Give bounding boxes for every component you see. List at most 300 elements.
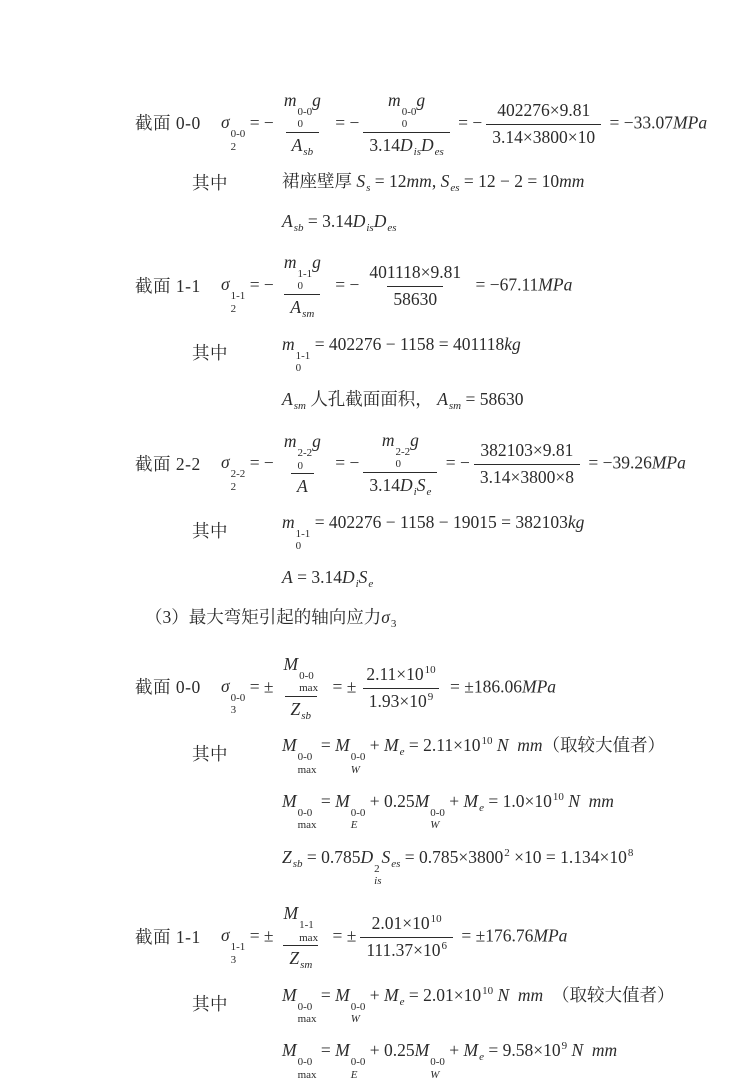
- math-subscript: sm: [293, 400, 306, 413]
- math-superscript: 10: [424, 663, 436, 676]
- math-subscript: E: [350, 819, 358, 832]
- math-roman-text: = 402276 − 1158 = 401118: [310, 333, 505, 354]
- math-superscript: 2: [374, 862, 380, 875]
- math-scripts: [351, 1056, 366, 1081]
- math-var: [406, 664, 436, 684]
- math-roman-text: 2.11×: [366, 663, 407, 684]
- math-var-base: σ: [221, 452, 230, 473]
- math-fraction: [278, 652, 325, 724]
- math-scripts: [297, 106, 312, 131]
- math-var: [534, 791, 564, 811]
- math-var-base: D: [341, 567, 355, 588]
- math-roman-text: = −39.26: [583, 452, 652, 473]
- math-roman-text: 2.01×: [371, 913, 413, 934]
- formula-content: [221, 250, 572, 322]
- formula-content: [282, 333, 521, 375]
- math-roman-text: = 2.01×: [404, 984, 464, 1005]
- math-subscript: sb: [303, 145, 314, 158]
- formula-content: [221, 88, 707, 160]
- math-var: [388, 90, 417, 131]
- math-var: [283, 903, 319, 944]
- math-var-base: 10: [609, 846, 627, 867]
- fraction-denominator: [387, 286, 443, 313]
- math-roman-text: = ±: [245, 676, 274, 697]
- math-roman-text: + 0.25: [365, 1040, 415, 1061]
- math-var-base: M: [414, 1040, 430, 1061]
- math-subscript: W: [350, 763, 360, 776]
- math-var-base: σ: [381, 607, 390, 628]
- math-var: [282, 211, 304, 235]
- math-superscript: 2: [504, 846, 510, 859]
- math-var-base: 10: [463, 984, 482, 1005]
- math-var-base: S: [358, 567, 368, 588]
- math-superscript: 0-0: [297, 806, 313, 819]
- math-var-base: M: [282, 735, 297, 756]
- formula-content: [282, 846, 633, 888]
- math-var-base: m: [282, 511, 295, 532]
- math-var: [221, 112, 246, 153]
- math-superscript: 8: [627, 846, 634, 859]
- math-var-base: D: [360, 846, 374, 867]
- math-superscript: 0-0: [297, 1056, 313, 1069]
- math-var: [221, 925, 246, 966]
- math-subscript: s: [366, 182, 371, 195]
- math-subscript: e: [399, 746, 405, 759]
- math-superscript: 1-1: [295, 527, 311, 540]
- math-var-base: S: [381, 846, 391, 867]
- formula-content: [221, 428, 686, 500]
- math-var: [400, 474, 417, 498]
- math-roman-text: +: [444, 790, 464, 811]
- where-label: 其中: [192, 744, 228, 765]
- math-var-base: m: [283, 431, 297, 452]
- math-superscript: 10: [481, 735, 493, 748]
- fraction-denominator: [285, 696, 318, 725]
- formula-line-13: [282, 790, 756, 832]
- math-superscript: 6: [441, 939, 448, 952]
- math-roman-text: = 3.14: [303, 211, 353, 232]
- formula-line-10: [145, 606, 756, 632]
- math-var-base: A: [291, 134, 303, 155]
- math-var-base: σ: [221, 676, 230, 697]
- math-roman-text: = −: [330, 274, 360, 295]
- math-subscript: is: [374, 874, 382, 887]
- math-fraction: [278, 429, 327, 499]
- math-var-base: S: [440, 171, 450, 192]
- fraction-numerator: [278, 901, 325, 945]
- math-var-base: M: [463, 1040, 479, 1061]
- math-roman-text: [543, 985, 552, 1005]
- math-scripts: [351, 807, 366, 832]
- math-roman-text: =: [316, 735, 336, 756]
- calculation-lines-container: [0, 88, 756, 1081]
- math-superscript: 0-0: [297, 106, 313, 118]
- math-fraction: [363, 88, 449, 160]
- formula-line-11: [135, 652, 756, 724]
- math-var-base: M: [335, 984, 350, 1005]
- math-var-base: M: [384, 735, 399, 756]
- math-roman-text: = 0.785: [302, 846, 361, 867]
- math-var-base: M: [414, 790, 430, 811]
- fraction-numerator: [278, 88, 327, 132]
- math-fraction: [278, 88, 327, 160]
- math-roman-text: =: [316, 984, 336, 1005]
- fraction-denominator: [363, 688, 440, 715]
- math-var-base: S: [416, 474, 426, 495]
- math-roman-text: = −: [245, 452, 274, 473]
- math-subscript: e: [368, 578, 374, 591]
- math-var-base: D: [400, 474, 413, 495]
- math-scripts: [298, 807, 317, 832]
- math-superscript: 0-0: [350, 1056, 366, 1069]
- fraction-numerator: [360, 662, 441, 688]
- math-superscript: 10: [430, 913, 442, 926]
- math-var: [400, 134, 421, 158]
- math-superscript: 0-0: [299, 669, 314, 682]
- math-subscript: es: [434, 145, 444, 158]
- math-subscript: max: [297, 819, 317, 832]
- math-var: [290, 296, 315, 320]
- math-fraction: [363, 260, 467, 312]
- math-roman-text: = ±176.76: [457, 925, 534, 946]
- math-var: [282, 735, 317, 776]
- math-var: [282, 846, 303, 870]
- math-italic-text: A: [296, 475, 308, 496]
- math-var-base: 10: [462, 735, 481, 756]
- math-var-base: 10: [543, 1040, 561, 1061]
- math-subscript: 0: [297, 118, 303, 131]
- math-var-base: D: [400, 134, 413, 155]
- formula-line-2: [192, 170, 756, 196]
- math-superscript: 0-0: [401, 106, 417, 118]
- math-scripts: [395, 446, 410, 471]
- math-superscript: 2-2: [297, 447, 313, 460]
- formula-content: [282, 566, 373, 592]
- math-var-base: A: [282, 389, 293, 410]
- math-italic-text: kg: [504, 333, 521, 354]
- math-roman-text: +: [365, 735, 385, 756]
- math-italic-text: MPa: [538, 274, 573, 295]
- math-var: [463, 735, 493, 755]
- math-superscript: 0-0: [230, 128, 246, 141]
- math-subscript: W: [430, 819, 440, 832]
- where-label: 其中: [192, 172, 228, 193]
- math-roman-text: = 9.58×: [484, 1040, 544, 1061]
- fraction-denominator: [486, 124, 601, 151]
- math-subscript: 3: [230, 704, 237, 717]
- math-subscript: 0: [297, 280, 303, 293]
- formula-line-3: [282, 210, 756, 236]
- math-var: [464, 985, 494, 1005]
- math-var: [283, 252, 313, 293]
- math-var-base: M: [282, 1040, 297, 1061]
- math-var: [358, 567, 374, 591]
- math-var-base: σ: [221, 274, 230, 295]
- math-subscript: es: [450, 182, 460, 195]
- math-roman-text: = −33.07: [605, 112, 674, 133]
- math-var: [282, 511, 311, 552]
- math-subscript: e: [479, 801, 484, 814]
- formula-line-5: [192, 333, 756, 375]
- formula-content: [282, 1039, 617, 1081]
- math-superscript: 0-0: [297, 1000, 313, 1013]
- math-roman-text: 1.93×: [368, 690, 410, 711]
- math-roman-text: = −: [330, 112, 360, 133]
- math-var: [335, 790, 366, 832]
- fraction-numerator: [278, 250, 327, 294]
- formula-line-17: [282, 1039, 756, 1081]
- math-subscript: 0: [401, 118, 408, 131]
- where-label: 其中: [192, 342, 228, 363]
- math-var: [335, 984, 366, 1025]
- math-subscript: max: [299, 931, 319, 944]
- math-var-base: A: [282, 211, 293, 232]
- math-scripts: [231, 290, 246, 315]
- math-italic-text: MPa: [673, 112, 708, 133]
- math-superscript: 0-0: [430, 806, 445, 819]
- math-var: [290, 698, 312, 722]
- math-var: [283, 431, 313, 472]
- math-scripts: [374, 863, 381, 888]
- math-italic-text: MPa: [522, 676, 557, 697]
- formula-content: [221, 652, 556, 724]
- fraction-numerator: [278, 429, 327, 473]
- math-roman-text: 402276×9.81: [497, 100, 591, 121]
- math-subscript: e: [399, 995, 405, 1008]
- math-var-base: M: [283, 653, 299, 674]
- math-var: [373, 211, 397, 235]
- math-fraction: [360, 911, 453, 963]
- math-var: [283, 90, 313, 131]
- math-roman-text: = −67.11: [471, 274, 539, 295]
- math-roman-text: 3.14: [369, 474, 400, 495]
- math-scripts: [296, 350, 311, 375]
- math-var: [412, 913, 442, 933]
- math-var: [282, 1040, 317, 1081]
- math-italic-text: MPa: [651, 452, 686, 473]
- math-subscript: 0: [295, 361, 302, 374]
- math-var-base: M: [283, 903, 299, 924]
- math-superscript: 1-1: [295, 349, 311, 362]
- math-superscript: 1-1: [230, 290, 246, 303]
- math-scripts: [430, 1056, 445, 1081]
- math-var: [221, 676, 246, 717]
- math-scripts: [298, 1056, 317, 1081]
- where-label: 其中: [192, 993, 228, 1014]
- math-superscript: 9: [561, 1040, 568, 1053]
- math-superscript: 1-1: [299, 919, 314, 932]
- math-var-base: Z: [289, 947, 300, 968]
- where-label: 其中: [192, 520, 228, 541]
- fraction-denominator: [474, 464, 580, 491]
- math-var: [291, 134, 314, 158]
- math-var: [221, 274, 246, 315]
- math-italic-text: mm: [406, 171, 432, 192]
- fraction-denominator: [286, 132, 319, 161]
- math-roman-text: ,: [431, 171, 441, 192]
- math-scripts: [231, 468, 246, 493]
- math-subscript: sm: [448, 400, 462, 413]
- math-roman-text: = 58630: [461, 389, 524, 410]
- math-var-base: m: [388, 90, 401, 110]
- math-var: [283, 653, 319, 695]
- fraction-numerator: [376, 428, 425, 472]
- math-roman-text: = 12 − 2 = 10: [459, 171, 560, 192]
- math-var-base: 10: [409, 690, 427, 711]
- formula-line-12: [192, 734, 756, 776]
- math-roman-text: =: [316, 790, 336, 811]
- section-label: 截面 0-0: [135, 113, 201, 134]
- chinese-text: （3）最大弯矩引起的轴向应力: [145, 607, 382, 628]
- math-var: [416, 474, 432, 498]
- math-var-base: Z: [290, 698, 301, 719]
- math-var-base: D: [352, 211, 366, 232]
- formula-line-14: [282, 846, 756, 888]
- math-var: [440, 171, 460, 195]
- fraction-numerator: [491, 98, 596, 124]
- formula-content: [282, 790, 614, 832]
- math-roman-text: 3.14×3800×10: [492, 126, 596, 147]
- math-subscript: es: [387, 222, 397, 235]
- math-roman-text: =: [316, 1040, 336, 1061]
- math-subscript: 2: [230, 140, 237, 153]
- math-var-base: 10: [406, 663, 424, 684]
- math-subscript: sb: [293, 222, 304, 235]
- math-var-base: m: [283, 90, 297, 110]
- formula-line-4: [135, 250, 756, 322]
- formula-line-7: [135, 428, 756, 500]
- math-subscript: 2: [230, 480, 237, 493]
- math-var: [352, 211, 374, 235]
- chinese-text: （取较大值者）: [551, 984, 675, 1005]
- math-var-base: m: [283, 252, 297, 273]
- math-var: [381, 607, 397, 631]
- math-var: [341, 567, 359, 591]
- fraction-numerator: [278, 652, 325, 696]
- math-superscript: 0-0: [350, 751, 366, 764]
- math-scripts: [297, 268, 312, 293]
- chinese-text: 裙座壁厚: [282, 171, 352, 192]
- math-var: [468, 847, 510, 867]
- fraction-denominator: [291, 473, 314, 500]
- chinese-text: 人孔截面面积，: [310, 389, 433, 410]
- math-var: [384, 984, 405, 1008]
- math-roman-text: = −: [245, 274, 274, 295]
- formula-content: [282, 210, 397, 236]
- math-var-base: 3800: [468, 846, 504, 867]
- math-italic-text: N mm: [493, 984, 544, 1005]
- math-var: [282, 984, 317, 1025]
- math-subscript: 0: [295, 539, 302, 552]
- math-roman-text: 401118×9.81: [369, 262, 462, 283]
- math-subscript: i: [355, 578, 359, 591]
- math-subscript: max: [297, 1013, 317, 1025]
- math-superscript: 0-0: [350, 1000, 366, 1013]
- math-var: [360, 846, 382, 887]
- math-var: [282, 389, 306, 413]
- math-var: [282, 790, 317, 832]
- math-scripts: [297, 447, 312, 472]
- math-roman-text: = ±186.06: [445, 676, 523, 697]
- math-superscript: 9: [427, 690, 434, 703]
- math-subscript: e: [426, 485, 432, 498]
- math-subscript: 3: [390, 618, 397, 631]
- math-italic-text: g: [312, 252, 321, 273]
- math-var: [409, 691, 433, 711]
- formula-content: [221, 901, 567, 973]
- math-scripts: [430, 807, 445, 832]
- math-var-base: m: [381, 430, 395, 451]
- math-roman-text: = 0.785×: [400, 846, 469, 867]
- math-roman-text: = −: [441, 452, 470, 473]
- math-italic-text: g: [410, 430, 419, 451]
- math-var: [335, 735, 366, 776]
- math-var-base: D: [373, 211, 387, 232]
- fraction-denominator: [363, 472, 437, 501]
- math-var: [384, 735, 405, 759]
- math-roman-text: ×10 = 1.134×: [509, 846, 610, 867]
- math-subscript: W: [350, 1013, 360, 1025]
- math-superscript: 10: [552, 790, 564, 803]
- math-roman-text: 3.14×3800×8: [479, 466, 574, 487]
- math-superscript: 0-0: [297, 751, 313, 764]
- math-subscript: i: [413, 485, 417, 498]
- math-subscript: 0: [297, 459, 303, 472]
- math-scripts: [402, 106, 417, 131]
- math-superscript: 2-2: [395, 446, 411, 459]
- math-roman-text: = 2.11×: [404, 735, 463, 756]
- math-scripts: [231, 692, 246, 717]
- math-italic-text: N mm: [567, 1040, 618, 1061]
- math-roman-text: = ±: [328, 676, 357, 697]
- math-var-base: 10: [423, 939, 441, 960]
- math-var-base: M: [463, 790, 479, 811]
- fraction-numerator: [382, 88, 431, 132]
- formula-line-16: [192, 984, 756, 1026]
- math-var-base: M: [335, 790, 350, 811]
- math-superscript: 1-1: [230, 941, 246, 954]
- math-roman-text: = −: [330, 452, 360, 473]
- math-var-base: 10: [412, 913, 430, 934]
- math-scripts: [298, 751, 317, 776]
- math-subscript: sb: [292, 857, 303, 870]
- math-fraction: [278, 901, 325, 973]
- math-superscript: 10: [482, 984, 494, 997]
- math-scripts: [299, 919, 318, 944]
- math-var-base: M: [384, 984, 399, 1005]
- math-subscript: E: [350, 1068, 358, 1081]
- math-subscript: 0: [395, 458, 401, 471]
- math-subscript: is: [366, 222, 374, 235]
- formula-line-9: [282, 566, 756, 592]
- formula-line-1: [135, 88, 756, 160]
- math-var-base: D: [420, 134, 434, 155]
- math-fraction: [363, 428, 437, 500]
- formula-content: [282, 734, 665, 776]
- formula-line-8: [192, 511, 756, 553]
- math-subscript: e: [479, 1051, 484, 1064]
- math-superscript: 2-2: [230, 468, 246, 481]
- math-subscript: max: [297, 763, 317, 776]
- formula-content: [282, 511, 584, 553]
- math-var-base: A: [290, 296, 302, 317]
- math-roman-text: +: [365, 984, 385, 1005]
- math-var-base: M: [335, 1040, 350, 1061]
- math-roman-text: = ±: [328, 925, 357, 946]
- math-var-base: M: [335, 735, 350, 756]
- math-var: [356, 171, 371, 195]
- math-var-base: S: [356, 171, 366, 192]
